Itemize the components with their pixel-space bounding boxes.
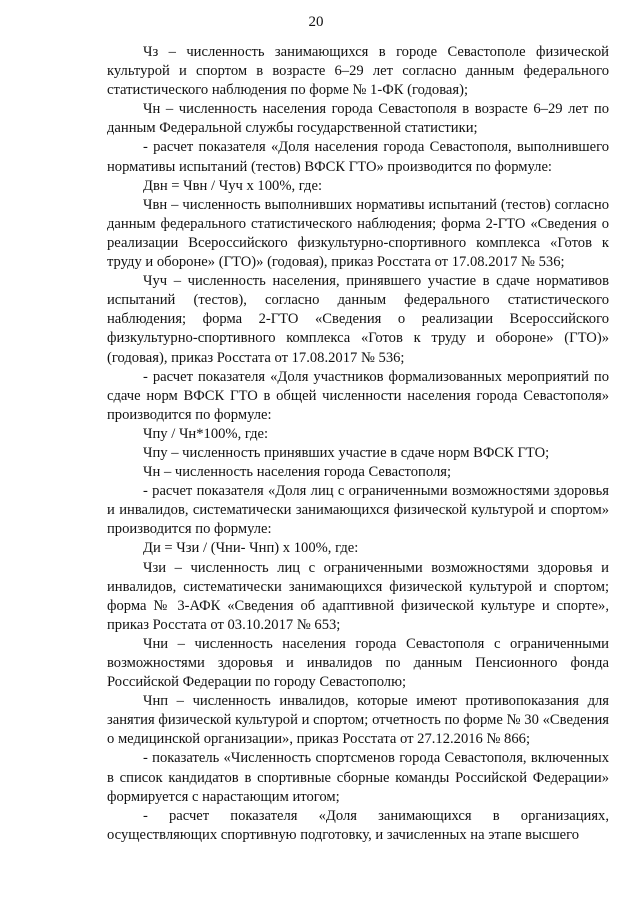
page-number: 20 <box>308 14 324 30</box>
paragraph-chzi-definition: Чзи – численность лиц с ограниченными возможностями здоровья и инвалидов, систематически занимающихся физической культурой и спортом; форма № 3-АФК «Сведения об адаптивной физической культуре и спорте», приказ Росстата от 03.10.2017 № 653; <box>107 559 609 633</box>
paragraph-gto-share-intro: - расчет показателя «Доля населения города Севастополя, выполнившего нормативы испытаний (тестов) ВФСК ГТО» производится по формуле: <box>107 139 609 175</box>
paragraph-chvn-definition: Чвн – численность выполнивших нормативы испытаний (тестов) согласно данным федерального статистического наблюдения; форма 2-ГТО «Сведения о реализации Всероссийского физкультурно-спортивного комплекса «Готов к труду и обороне» (ГТО)» (годовая), приказ Росстата от 17.08.2017 № 536; <box>107 196 609 271</box>
paragraph-chuch-definition: Чуч – численность населения, принявшего участие в сдаче нормативов испытаний (тестов), согласно данным федерального статистического наблюдения; форма 2-ГТО «Сведения о реализации Всероссийского физкультурно-спортивного комплекса «Готов к труду и обороне» (ГТО)» (годовая), приказ Росстата от 17.08.2017 № 536; <box>107 273 609 366</box>
formula-di: Ди = Чзи / (Чни- Чнп) х 100%, где: <box>143 540 359 557</box>
paragraph-disabled-share-intro: - расчет показателя «Доля лиц с ограниченными возможностями здоровья и инвалидов, систематически занимающихся физической культурой и спортом» производится по формуле: <box>107 483 609 538</box>
formula-chpu: Чпу / Чн*100%, где: <box>143 425 269 442</box>
paragraph-sport-training-intro: - расчет показателя «Доля занимающихся в организациях, осуществляющих спортивную подготовку, и зачисленных на этапе высшего <box>107 807 609 843</box>
paragraph-athletes-indicator: - показатель «Численность спортсменов города Севастополя, включенных в список кандидатов в спортивные сборные команды Российской Федерации» формируется с нарастающим итогом; <box>107 750 609 805</box>
paragraph-chpu-definition: Чпу – численность принявших участие в сдаче норм ВФСК ГТО; <box>143 444 550 461</box>
paragraph-chn-definition: Чн – численность населения города Севастополя в возрасте 6–29 лет по данным Федеральной службы государственной статистики; <box>107 101 609 137</box>
paragraph-chni-definition: Чни – численность населения города Севастополя с ограниченными возможностями здоровья и инвалидов по данным Пенсионного фонда Российской Федерации по городу Севастополю; <box>107 635 609 691</box>
paragraph-chn-city-definition: Чн – численность населения города Севастополя; <box>143 464 452 481</box>
formula-dvn: Двн = Чвн / Чуч х 100%, где: <box>143 177 322 194</box>
paragraph-gto-participants-intro: - расчет показателя «Доля участников формализованных мероприятий по сдаче норм ВФСК ГТО в общей численности населения города Севастополя» производится по формуле: <box>107 368 609 423</box>
paragraph-chnp-definition: Чнп – численность инвалидов, которые имеют противопоказания для занятия физической культурой и спортом; отчетность по форме № 30 «Сведения о медицинской организации», приказ Росстата от 27.12.2016 № 866; <box>107 693 609 748</box>
paragraph-chz-definition: Чз – численность занимающихся в городе Севастополе физической культурой и спортом в возрасте 6–29 лет согласно данным федерального статистического наблюдения по форме № 1-ФК (годовая); <box>107 44 609 99</box>
document-body <box>107 43 609 845</box>
